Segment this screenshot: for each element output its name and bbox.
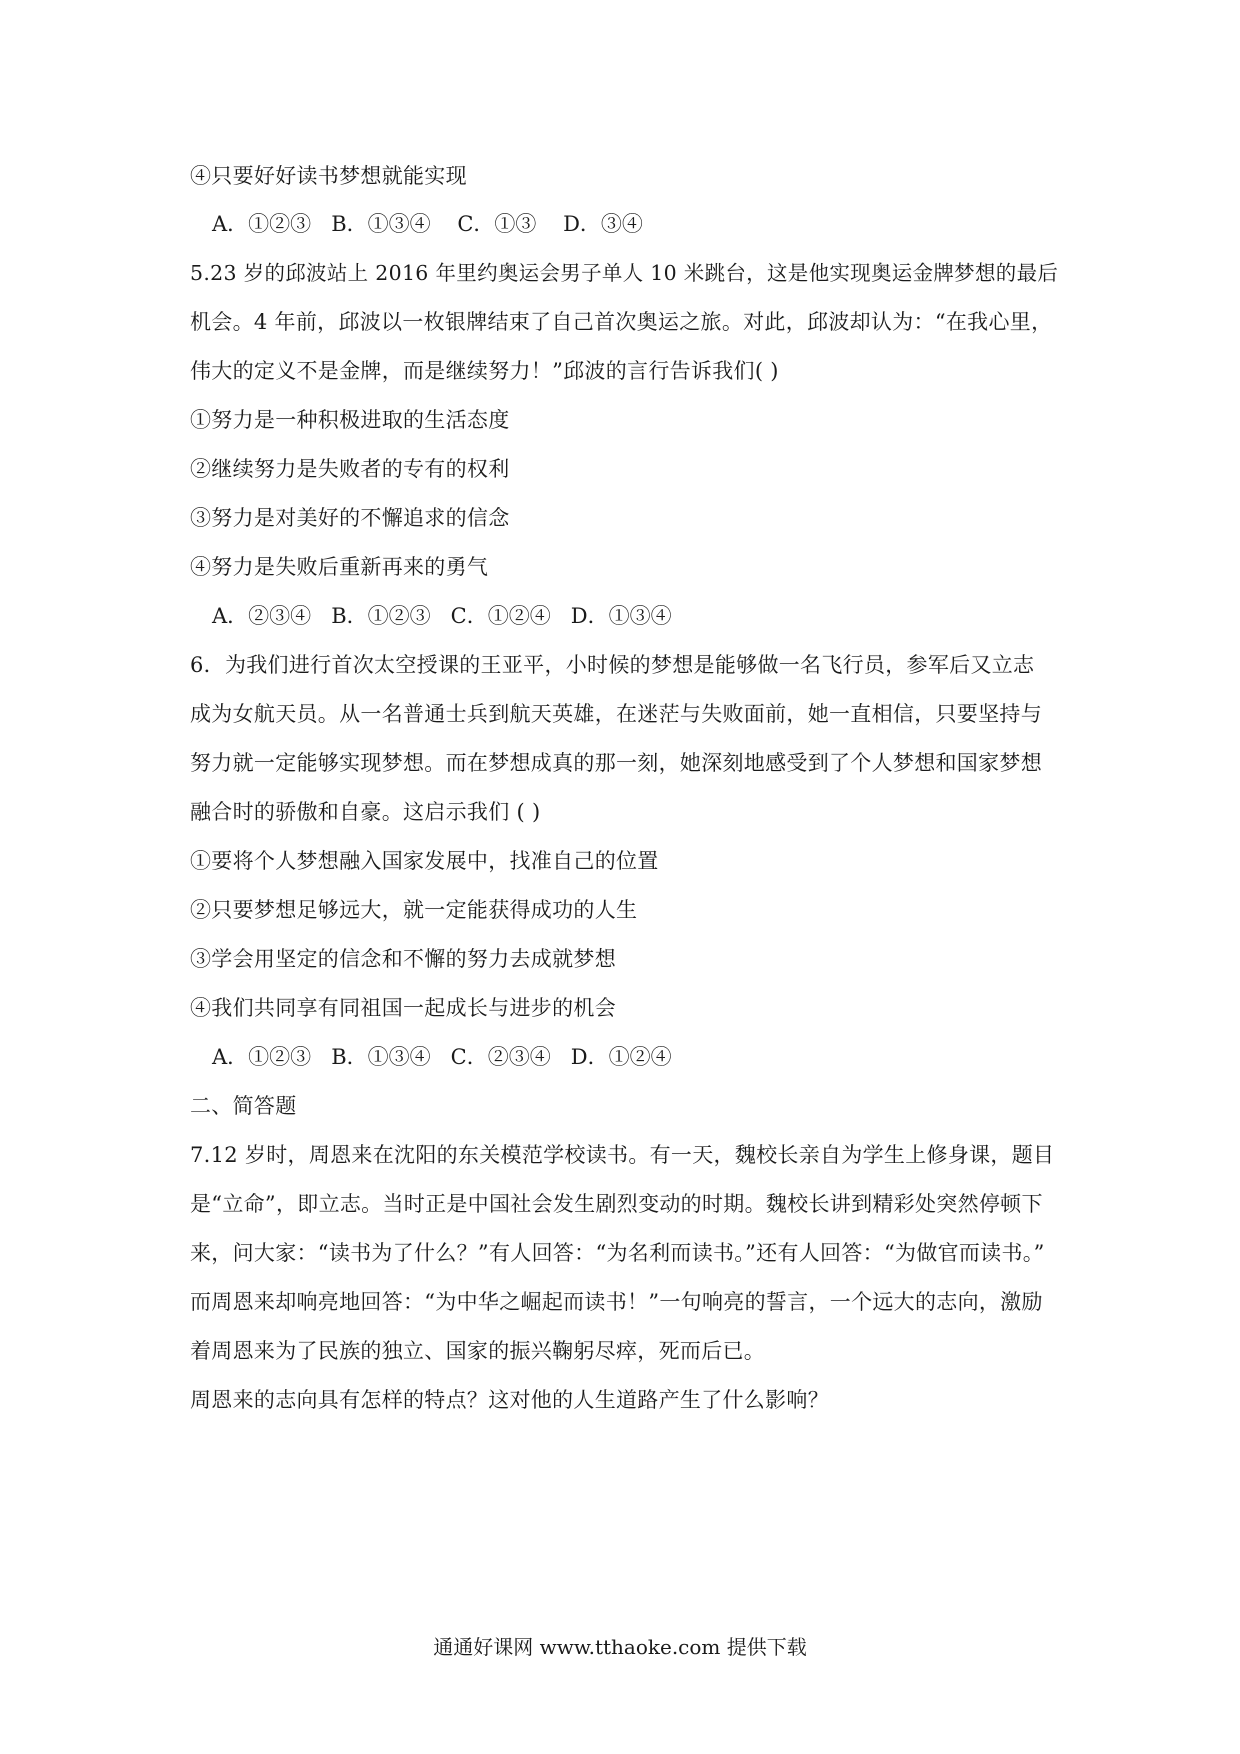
q6-stem-line-2: 成为女航天员。从一名普通士兵到航天英雄，在迷茫与失败面前，她一直相信，只要坚持与 bbox=[190, 702, 1042, 726]
q7-stem-line-2: 是“立命”，即立志。当时正是中国社会发生剧烈变动的时期。魏校长讲到精彩处突然停顿下 bbox=[190, 1192, 1043, 1216]
q7-question: 周恩来的志向具有怎样的特点？这对他的人生道路产生了什么影响？ bbox=[190, 1388, 829, 1412]
page-footer: 通通好课网 www.tthaoke.com 提供下载 bbox=[433, 1635, 807, 1659]
q6-statement-4: ④我们共同享有同祖国一起成长与进步的机会 bbox=[190, 996, 616, 1020]
q5-statement-1: ①努力是一种积极进取的生活态度 bbox=[190, 408, 510, 432]
q5-statement-2: ②继续努力是失败者的专有的权利 bbox=[190, 457, 510, 481]
q6-stem-line-1: 6．为我们进行首次太空授课的王亚平，小时候的梦想是能够做一名飞行员，参军后又立志 bbox=[190, 653, 1035, 677]
q7-stem-line-3: 来，问大家：“读书为了什么？”有人回答：“为名利而读书。”还有人回答：“为做官而读书。” bbox=[190, 1241, 1045, 1265]
q5-statement-3: ③努力是对美好的不懈追求的信念 bbox=[190, 506, 510, 530]
q5-stem-line-3: 伟大的定义不是金牌，而是继续努力！”邱波的言行告诉我们( ) bbox=[190, 359, 779, 383]
q7-stem-line-1: 7.12 岁时，周恩来在沈阳的东关模范学校读书。有一天，魏校长亲自为学生上修身课，题目 bbox=[190, 1143, 1055, 1167]
q7-stem-line-4: 而周恩来却响亮地回答：“为中华之崛起而读书！”一句响亮的誓言，一个远大的志向，激励 bbox=[190, 1290, 1043, 1314]
q7-stem-line-5: 着周恩来为了民族的独立、国家的振兴鞠躬尽瘁，死而后已。 bbox=[190, 1339, 766, 1363]
q5-stem-line-2: 机会。4 年前，邱波以一枚银牌结束了自己首次奥运之旅。对此，邱波却认为：“在我心里， bbox=[190, 310, 1053, 334]
q6-stem-line-4: 融合时的骄傲和自豪。这启示我们 ( ) bbox=[190, 800, 541, 824]
q6-statement-3: ③学会用坚定的信念和不懈的努力去成就梦想 bbox=[190, 947, 616, 971]
q5-options: A．②③④ B．①②③ C．①②④ D．①③④ bbox=[212, 604, 672, 628]
section-heading-short-answer: 二、简答题 bbox=[190, 1094, 297, 1118]
q4-options: A．①②③ B．①③④ C．①③ D．③④ bbox=[212, 212, 643, 236]
q6-options: A．①②③ B．①③④ C．②③④ D．①②④ bbox=[212, 1045, 672, 1069]
q5-statement-4: ④努力是失败后重新再来的勇气 bbox=[190, 555, 489, 579]
q6-statement-1: ①要将个人梦想融入国家发展中，找准自己的位置 bbox=[190, 849, 659, 873]
q4-statement-4: ④只要好好读书梦想就能实现 bbox=[190, 164, 467, 188]
q6-statement-2: ②只要梦想足够远大，就一定能获得成功的人生 bbox=[190, 898, 638, 922]
q5-stem-line-1: 5.23 岁的邱波站上 2016 年里约奥运会男子单人 10 米跳台，这是他实现奥运金牌梦想的最后 bbox=[190, 261, 1059, 285]
q6-stem-line-3: 努力就一定能够实现梦想。而在梦想成真的那一刻，她深刻地感受到了个人梦想和国家梦想 bbox=[190, 751, 1042, 775]
